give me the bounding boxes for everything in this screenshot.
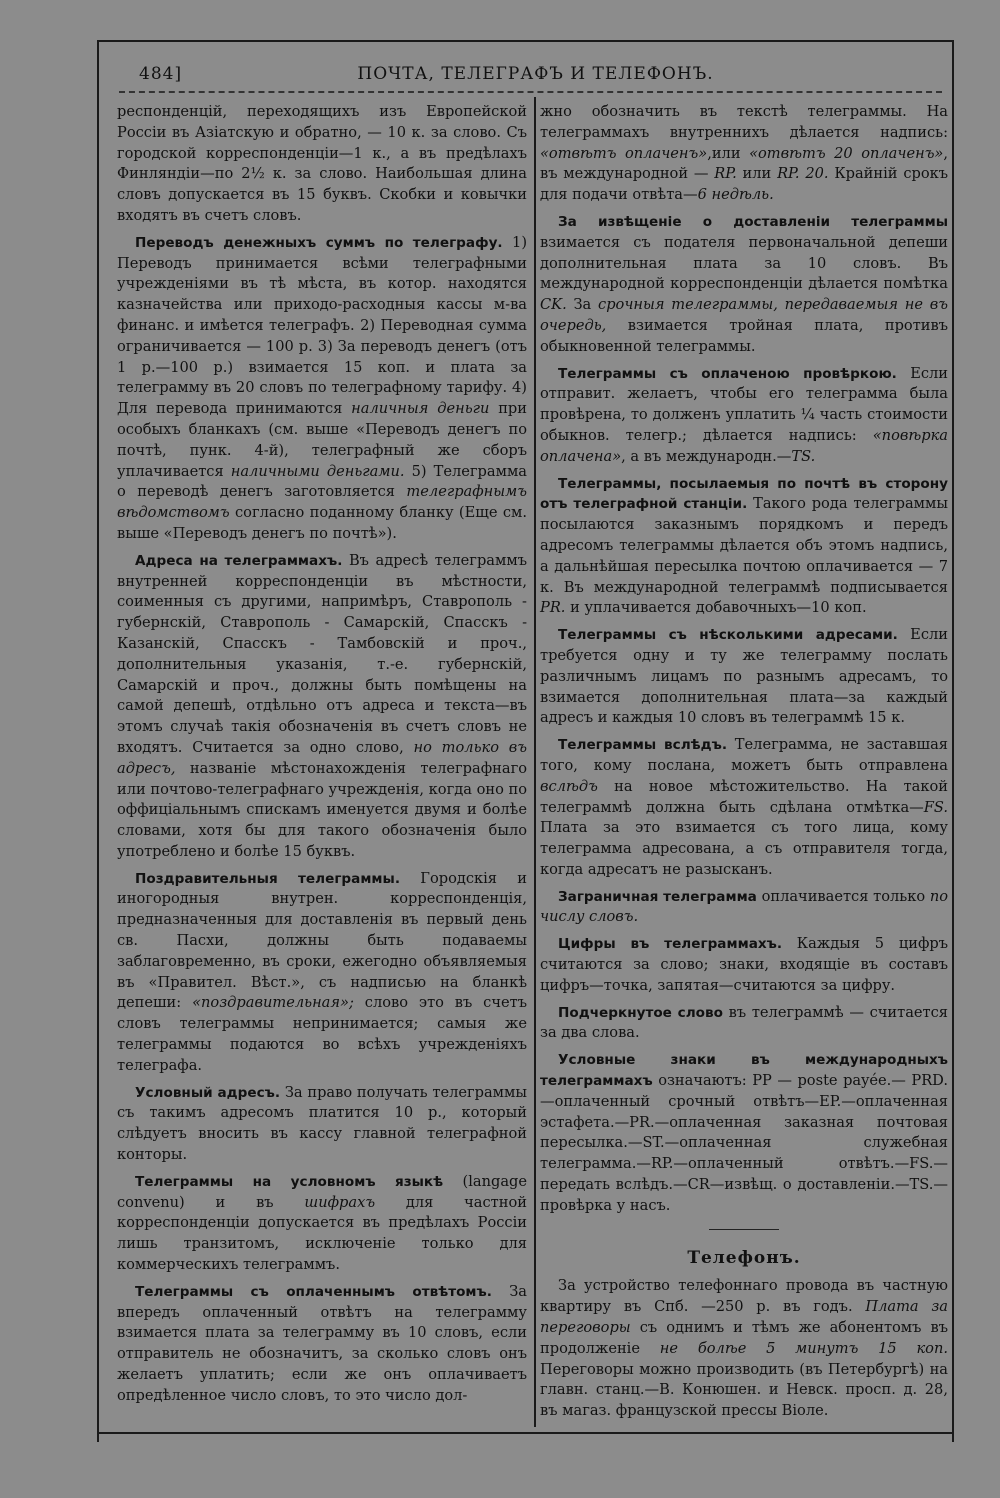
paragraph: Поздравительныя телеграммы. Городскія и иногородныя внутрен. корреспонденція, предназначенныя для доставленія въ первый день св. Пасхи, должны быть подаваемы заблаговременно, въ сроки, ежегодно объявляемыя въ «Правител. Вѣст.», съ надписью на бланкѣ депеши: «поздравительная»; слово это въ счетъ словъ телеграммы непринимается; самыя же телеграммы подаются во всѣхъ учрежденіяхъ телеграфа.: [117, 869, 528, 1074]
paragraph: Телеграммы на условномъ языкѣ (langage convenu) и въ шифрахъ для частной корреспонденціи допускается въ предѣлахъ Россіи лишь транзитомъ, исключеніе только для коммерческихъ телеграммъ.: [117, 1172, 528, 1274]
paragraph: Телеграммы вслѣдъ. Телеграмма, не заставшая того, кому послана, можетъ быть отправлена вслѣдъ на новое мѣстожительство. На такой телеграммѣ должна быть сдѣлана отмѣтка—FS. Плата за это взимается съ того лица, кому телеграмма адресована, а съ отправителя тогда, когда адресатъ не разысканъ.: [540, 736, 949, 878]
section-heading: За извѣщеніе о доставленіи телеграммы: [558, 213, 948, 230]
section-heading: Адреса на телеграммахъ.: [135, 552, 343, 569]
bottom-rule: [99, 1432, 952, 1434]
paragraph: Переводъ денежныхъ суммъ по телеграфу. 1) Переводъ принимается всѣми телеграфными учрежденіями въ тѣ мѣста, въ котор. находятся казначейства или приходо-расходныя кассы м-ва финанс. и имѣется телеграфъ. 2) Переводная сумма ограничивается — 100 р. 3) За переводъ денегъ (отъ 1 р.—100 р.) взимается 15 коп. и плата за телеграмму въ 20 словъ по телеграфному тарифу. 4) Для перевода принимаются наличныя деньги при особыхъ бланкахъ (см. выше «Переводъ денегъ по почтѣ, пунк. 4-й), телеграфный же сборъ уплачивается наличными деньгами. 5) Телеграмма о переводѣ денегъ заготовляется телеграфнымъ вѣдомствомъ согласно поданному бланку (Еще см. выше «Переводъ денегъ по почтѣ»).: [117, 233, 528, 542]
section-heading: Цифры въ телеграммахъ.: [558, 936, 783, 953]
section-heading: Телеграммы съ оплаченнымъ отвѣтомъ.: [135, 1283, 492, 1300]
section-heading: Условные знаки въ международныхъ телеграммахъ: [540, 1052, 948, 1090]
header-rule: [119, 91, 942, 99]
section-heading: Телеграммы съ нѣсколькими адресами.: [558, 627, 898, 644]
paragraph: Телеграммы, посылаемыя по почтѣ въ сторону отъ телеграфной станціи. Такого рода телеграммы посылаются заказнымъ порядкомъ и передъ адресомъ телеграммы дѣлается объ этомъ надпись, а дальнѣйшая пересылка почтою оплачивается — 7 к. Въ международной телеграммѣ подписывается PR. и уплачивается добавочныхъ—10 коп.: [540, 475, 948, 617]
section-heading: Заграничная телеграмма: [558, 888, 757, 905]
right-column: [540, 102, 948, 1428]
page-number: 484]: [139, 64, 183, 84]
column-divider: [534, 97, 536, 1427]
paragraph: За устройство телефоннаго провода въ частную квартиру въ Спб. —250 р. въ годъ. Плата за переговоры съ однимъ и тѣмъ же абонентомъ въ продолженіе не болѣе 5 минутъ 15 коп. Переговоры можно производить (въ Петербургѣ) на главн. станц.—В. Конюшен. и Невск. просп. д. 28, въ магаз. французской прессы Віоле.: [540, 1277, 949, 1420]
paragraph: Телеграммы съ оплаченою провѣркою. Если отправит. желаетъ, чтобы его телеграмма была провѣрена, то долженъ уплатить ¼ часть стоимости обыкнов. телегр.; дѣлается надпись: «повѣрка оплачена», а въ международн.—TS.: [540, 364, 949, 465]
paragraph: Подчеркнутое слово въ телеграммѣ — считается за два слова.: [540, 1003, 949, 1042]
section-heading: Телеграммы на условномъ языкѣ: [135, 1173, 444, 1190]
section-heading: Телеграммы вслѣдъ.: [558, 737, 728, 754]
left-column: [117, 102, 527, 1413]
paragraph: За извѣщеніе о доставленіи телеграммы взимается съ подателя первоначальной депеши дополнительная плата за 10 словъ. Въ международной корреспонденціи дѣлается помѣтка CK. За срочныя телеграммы, передаваемыя не въ очередь, взимается тройная плата, противъ обыкновенной телеграммы.: [540, 213, 948, 355]
section-heading: Условный адресъ.: [135, 1084, 281, 1101]
paragraph: Телеграммы съ нѣсколькими адресами. Если требуется одну и ту же телеграмму послать различнымъ лицамъ по разнымъ адресамъ, то взимается дополнительная плата—за каждый адресъ и каждыя 10 словъ въ телеграммѣ 15 к.: [540, 626, 948, 727]
paragraph: Телеграммы съ оплаченнымъ отвѣтомъ. За впередъ оплаченный отвѣтъ на телеграмму взимается плата за телеграмму въ 10 словъ, если отправитель не обозначитъ, за сколько словъ онъ желаетъ уплатить; если же онъ оплачиваетъ опредѣленное число словъ, то это число дол-: [117, 1282, 527, 1404]
paragraph: Заграничная телеграмма оплачивается только по числу словъ.: [540, 887, 949, 926]
paragraph: Цифры въ телеграммахъ. Каждыя 5 цифръ считаются за слово; знаки, входящіе въ составъ цифръ—точка, запятая—считаются за цифру.: [540, 935, 949, 994]
paragraph: Условный адресъ. За право получать телеграммы съ такимъ адресомъ платится 10 р., который слѣдуетъ вносить въ кассу главной телеграфной конторы.: [117, 1083, 528, 1164]
paragraph: жно обозначить въ текстѣ телеграммы. На телеграммахъ внутреннихъ дѣлается надпись: «отвѣтъ оплаченъ»,или «отвѣтъ 20 оплаченъ», въ международной — RP. или RP. 20. Крайній срокъ для подачи отвѣта—6 недѣль.: [540, 103, 949, 204]
section-heading: Телеграммы, посылаемыя по почтѣ въ сторону отъ телеграфной станціи.: [540, 475, 948, 513]
section-heading: Телеграммы съ оплаченою провѣркою.: [558, 365, 897, 382]
section-heading: Переводъ денежныхъ суммъ по телеграфу.: [135, 234, 503, 251]
paragraph: Условные знаки въ международныхъ телеграммахъ означаютъ: PP — poste payée.— PRD.—оплаченный срочный отвѣтъ—EP.—оплаченная эстафета.—PR.—оплаченная заказная почтовая пересылка.—ST.—оплаченная служебная телеграмма.—RP.—оплаченный отвѣтъ.—FS.—передать вслѣдъ.—CR—извѣщ. о доставленіи.—TS.—провѣрка у насъ.: [540, 1052, 949, 1214]
book-page: [97, 40, 954, 1442]
paragraph: Адреса на телеграммахъ. Въ адресѣ телеграммъ внутренней корреспонденціи въ мѣстности, соименныя съ другими, напримѣръ, Ставрополь - губернскій, Ставрополь - Самарскій, Спасскъ - Казанскій, Спасскъ - Тамбовскій и проч., дополнительныя указанія, т.-е. губернскій, Самарскій и проч., должны быть помѣщены на самой депешѣ, отдѣльно отъ адреса и текста—въ этомъ случаѣ такія обозначенія въ счетъ словъ не входятъ. Считается за одно слово, но только въ адресъ, названіе мѣстонахожденія телеграфнаго или почтово-телеграфнаго учрежденія, когда оно по оффиціальнымъ спискамъ именуется двумя и болѣе словами, хотя бы для такого обозначенія было употреблено и болѣе 15 буквъ.: [117, 551, 528, 860]
paragraph: респонденцій, переходящихъ изъ Европейской Россіи въ Азіатскую и обратно, — 10 к. за слово. Съ городской корреспонденціи—1 к., а въ предѣлахъ Финляндіи—по 2½ к. за слово. Наибольшая длина словъ допускается въ 15 буквъ. Скобки и ковычки входятъ въ счетъ словъ.: [117, 103, 527, 224]
running-title: ПОЧТА, ТЕЛЕГРАФЪ И ТЕЛЕФОНЪ.: [357, 64, 714, 84]
section-heading: Поздравительныя телеграммы.: [135, 870, 401, 887]
section-heading: Подчеркнутое слово: [558, 1004, 723, 1021]
page-header: [139, 64, 932, 94]
section-rule: [709, 1229, 779, 1230]
section-title: Телефонъ.: [687, 1247, 801, 1268]
